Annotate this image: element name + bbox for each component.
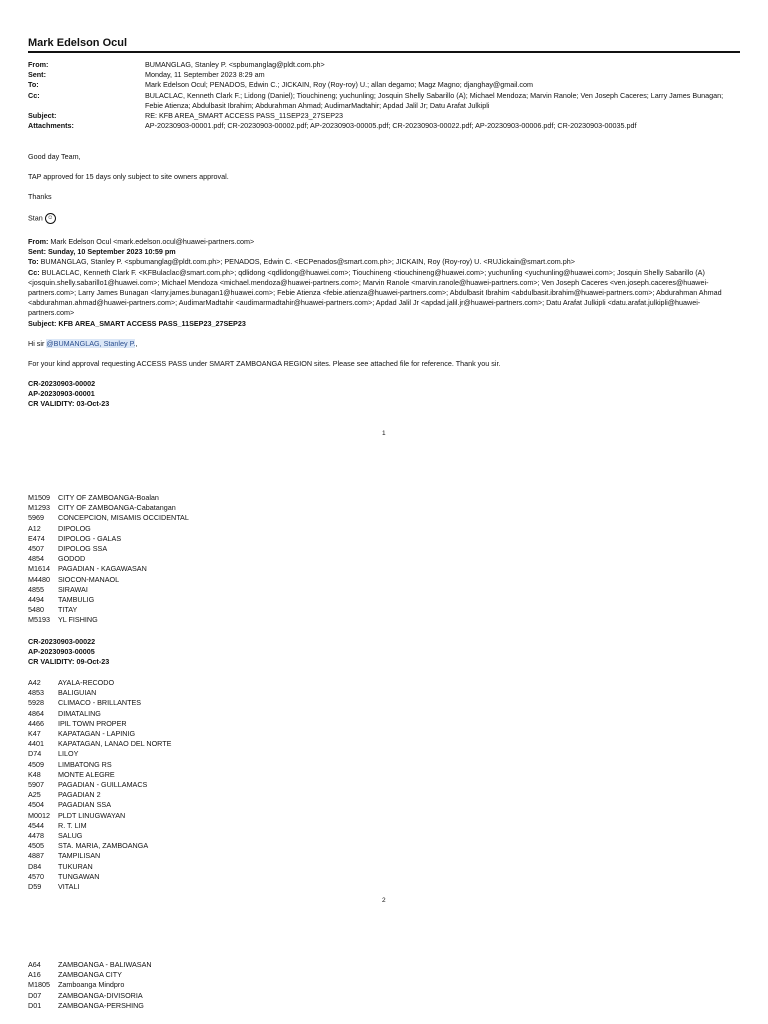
cr-number: CR-20230903-00022 — [28, 637, 96, 646]
site-code: A16 — [28, 970, 41, 980]
site-row — [28, 709, 740, 719]
site-code: A12 — [28, 523, 41, 533]
site-code: 4854 — [28, 554, 44, 564]
site-row — [28, 575, 740, 585]
site-row — [28, 800, 740, 810]
site-row — [28, 970, 740, 980]
site-row — [28, 595, 740, 605]
quoted-value: BUMANGLAG, Stanley P. <spbumanglag@pldt.com.ph>; PENADOS, Edwin C. <ECPenados@smart.com.ph>; JICKAIN, Roy (Roy-roy) U. <RUJickain@smart.com.ph> — [38, 257, 575, 267]
reply-greeting: Good day Team, — [28, 152, 81, 161]
header-label: Cc: — [28, 90, 40, 100]
site-row — [28, 615, 740, 625]
site-row — [28, 749, 740, 759]
header-row-from — [28, 60, 740, 70]
site-code: K48 — [28, 769, 41, 779]
title-rule — [28, 51, 740, 53]
site-code: M1293 — [28, 503, 50, 513]
site-code: D07 — [28, 990, 42, 1000]
site-name: CONCEPCION, MISAMIS OCCIDENTAL — [58, 513, 189, 523]
site-code: 4509 — [28, 759, 44, 769]
site-row — [28, 544, 740, 554]
site-name: GODOD — [58, 554, 86, 564]
site-code: 4466 — [28, 718, 44, 728]
site-name: DIPOLOG - GALAS — [58, 533, 122, 543]
site-name: STA. MARIA, ZAMBOANGA — [58, 841, 149, 851]
site-row — [28, 564, 740, 574]
site-name: SIRAWAI — [58, 584, 88, 594]
header-row-sent — [28, 70, 740, 80]
site-name: DIPOLOG — [58, 523, 91, 533]
header-label: Subject: — [28, 111, 57, 121]
site-code: 4855 — [28, 584, 44, 594]
site-name: DIMATALING — [58, 708, 101, 718]
header-row-to — [28, 80, 740, 90]
group1-ids — [28, 379, 740, 410]
email-header — [28, 60, 740, 131]
header-label: To: — [28, 80, 39, 90]
site-row — [28, 770, 740, 780]
site-code: A25 — [28, 790, 41, 800]
site-name: PAGADIAN 2 — [58, 790, 101, 800]
site-code: M4480 — [28, 574, 50, 584]
site-row — [28, 821, 740, 831]
site-code: 4853 — [28, 688, 44, 698]
site-row — [28, 991, 740, 1001]
site-code: D74 — [28, 749, 42, 759]
site-name: Zamboanga Mindpro — [58, 980, 125, 990]
site-row — [28, 524, 740, 534]
site-code: 4570 — [28, 871, 44, 881]
site-row — [28, 1001, 740, 1011]
site-row — [28, 729, 740, 739]
site-code: M0012 — [28, 810, 50, 820]
site-name: PLDT LINUGWAYAN — [58, 810, 126, 820]
site-name: ZAMBOANGA-PERSHING — [58, 1000, 144, 1010]
header-value: Mark Edelson Ocul; PENADOS, Edwin C.; JICKAIN, Roy (Roy-roy) U.; allan degamo; Magz Magno; djanghay@gmail.com — [145, 80, 533, 90]
site-row — [28, 760, 740, 770]
quoted-value: BULACLAC, Kenneth Clark F. <KFBulaclac@smart.com.ph>; qdlidong <qdlidong@huawei.com>; Tiouchineng <tiouchineng@huawei.com>; yuchunling <yuchunling@huawei.com>; Josquin Shelly Sabarillo (A) <josquin.shelly.sabarillo1@huawei.com>; Michael Mendoza <michael.mendoza@huawei-partners.com>; Marvin Ranole <marvin.ranole@huawei-partners.com>; Ven Joseph Caceres <ven.joseph.caceres@huawei-partners.com>; Larry James Bunagan <larry.james.bunagan1@huawei.com>; Febie Atienza <febie.atienza@huawei-partners.com>; Abdulbasit Ibrahim <abdulbasit.ibrahim@huawei-partners.com>; Abdurahman Ahmad <abdurahman.ahmad@huawei-partners.com>; AudimarMadtahir <audimarmadtahir@huawei-partners.com>; Apdad Jalil Jr <apdad.jalil.jr@huawei-partners.com>; Datu Arafat Julkipli <datu.arafat.julkipli@huawei-partners.com> — [28, 267, 722, 318]
site-row — [28, 585, 740, 595]
site-row — [28, 688, 740, 698]
site-name: KAPATAGAN - LAPINIG — [58, 729, 136, 739]
site-row — [28, 605, 740, 615]
quoted-value: Sunday, 10 September 2023 10:59 pm — [45, 247, 176, 257]
site-row — [28, 862, 740, 872]
reply-body — [28, 152, 740, 224]
ap-number: AP-20230903-00001 — [28, 389, 95, 399]
site-code: D01 — [28, 1000, 42, 1010]
quoted-label: Cc: — [28, 267, 40, 277]
site-row — [28, 739, 740, 749]
site-code: 4544 — [28, 820, 44, 830]
site-name: CITY OF ZAMBOANGA-Boalan — [58, 493, 159, 502]
site-name: TITAY — [58, 605, 78, 615]
site-code: 5907 — [28, 780, 44, 790]
site-name: BALIGUIAN — [58, 688, 97, 698]
site-name: PAGADIAN - KAGAWASAN — [58, 564, 147, 574]
site-name: TUKURAN — [58, 861, 93, 871]
site-name: CLIMACO - BRILLANTES — [58, 698, 142, 708]
reply-thanks: Thanks — [28, 192, 52, 202]
group2-ids — [28, 637, 740, 668]
site-name: YL FISHING — [58, 615, 98, 625]
site-row — [28, 678, 740, 688]
site-row — [28, 811, 740, 821]
page-number: 1 — [382, 430, 386, 437]
site-name: ZAMBOANGA-DIVISORIA — [58, 990, 143, 1000]
cr-validity: CR VALIDITY: 09-Oct-23 — [28, 657, 110, 667]
header-row-attachments — [28, 121, 740, 131]
header-value: Monday, 11 September 2023 8:29 am — [145, 70, 265, 80]
site-name: AYALA-RECODO — [58, 678, 115, 687]
site-code: A64 — [28, 960, 41, 969]
site-code: 5480 — [28, 605, 44, 615]
site-row — [28, 698, 740, 708]
site-name: TAMPILISAN — [58, 851, 101, 861]
header-value: RE: KFB AREA_SMART ACCESS PASS_11SEP23_27SEP23 — [145, 111, 344, 121]
site-row — [28, 790, 740, 800]
site-code: 4505 — [28, 841, 44, 851]
smiley-icon: ☺ — [45, 213, 56, 224]
site-code: 4864 — [28, 708, 44, 718]
site-row — [28, 841, 740, 851]
site-name: R. T. LIM — [58, 820, 87, 830]
site-row — [28, 960, 740, 970]
site-code: M5193 — [28, 615, 50, 625]
site-code: 4507 — [28, 544, 44, 554]
quoted-value: Mark Edelson Ocul <mark.edelson.ocul@huawei-partners.com> — [48, 237, 255, 246]
site-code: 4478 — [28, 831, 44, 841]
site-row — [28, 882, 740, 892]
cr-number: CR-20230903-00002 — [28, 379, 96, 388]
header-label: Sent: — [28, 70, 46, 80]
reply-text: TAP approved for 15 days only subject to site owners approval. — [28, 172, 229, 182]
header-value: BUMANGLAG, Stanley P. <spbumanglag@pldt.com.ph> — [145, 60, 325, 69]
site-row — [28, 872, 740, 882]
header-row-cc — [28, 91, 740, 111]
site-name: LILOY — [58, 749, 79, 759]
site-name: PAGADIAN - GUILLAMACS — [58, 780, 148, 790]
site-row — [28, 554, 740, 564]
document-title: Mark Edelson Ocul — [28, 37, 128, 49]
site-code: A42 — [28, 678, 41, 687]
site-row — [28, 831, 740, 841]
site-code: M1614 — [28, 564, 50, 574]
site-row — [28, 534, 740, 544]
mention-link[interactable]: @BUMANGLAG, Stanley P. — [46, 339, 136, 348]
site-name: TUNGAWAN — [58, 871, 100, 881]
site-name: PAGADIAN SSA — [58, 800, 111, 810]
site-code: 5928 — [28, 698, 44, 708]
site-name: DIPOLOG SSA — [58, 544, 108, 554]
site-name: ZAMBOANGA CITY — [58, 970, 122, 980]
quoted-value: KFB AREA_SMART ACCESS PASS_11SEP23_27SEP23 — [56, 318, 246, 328]
header-row-subject — [28, 111, 740, 121]
site-code: E474 — [28, 533, 45, 543]
site-list-2 — [28, 678, 740, 892]
quoted-label: Subject: — [28, 318, 57, 328]
site-row — [28, 503, 740, 513]
site-code: 4401 — [28, 739, 44, 749]
site-code: M1805 — [28, 980, 50, 990]
cr-validity: CR VALIDITY: 03-Oct-23 — [28, 399, 110, 409]
greeting-text: Hi sir — [28, 339, 47, 348]
reply-signature: Stan — [28, 213, 43, 223]
site-name: KAPATAGAN, LANAO DEL NORTE — [58, 739, 172, 749]
site-row — [28, 851, 740, 861]
header-label: Attachments: — [28, 121, 74, 131]
header-value: BULACLAC, Kenneth Clark F.; Lidong (Daniel); Tiouchineng; yuchunling; Josquin Shelly Sabarillo (A); Michael Mendoza; Marvin Ranole; Ven Joseph Caceres; Larry James Bunagan; Febie Atienza; Abdulbasit Ibrahim; Abdurahman Ahmad; AudimarMadtahir; Apdad Jalil Jr; Datu Arafat Julkipli — [145, 90, 724, 110]
site-name: SIOCON-MANAOL — [58, 574, 120, 584]
site-name: SALUG — [58, 831, 83, 841]
site-name: ZAMBOANGA - BALIWASAN — [58, 960, 152, 969]
site-name: VITALI — [58, 882, 80, 892]
quoted-label: Sent: — [28, 247, 46, 257]
quoted-label: To: — [28, 257, 39, 267]
site-row — [28, 980, 740, 990]
site-code: M1509 — [28, 493, 50, 502]
quoted-body — [28, 339, 740, 369]
site-row — [28, 493, 740, 503]
site-code: K47 — [28, 729, 41, 739]
site-row — [28, 513, 740, 523]
site-name: IPIL TOWN PROPER — [58, 718, 127, 728]
site-row — [28, 780, 740, 790]
site-name: CITY OF ZAMBOANGA-Cabatangan — [58, 503, 176, 513]
page-number: 2 — [382, 897, 386, 904]
request-text: For your kind approval requesting ACCESS PASS under SMART ZAMBOANGA REGION sites. Please see attached file for reference. Thank you sir. — [28, 359, 501, 369]
site-name: LIMBATONG RS — [58, 759, 112, 769]
site-code: 5969 — [28, 513, 44, 523]
quoted-label: From: — [28, 237, 49, 246]
site-code: D84 — [28, 861, 42, 871]
site-list-3 — [28, 960, 740, 1011]
site-code: 4504 — [28, 800, 44, 810]
greeting-end: , — [135, 339, 138, 348]
site-name: TAMBULIG — [58, 595, 95, 605]
site-code: D59 — [28, 882, 42, 892]
site-row — [28, 719, 740, 729]
site-code: 4494 — [28, 595, 44, 605]
site-name: MONTE ALEGRE — [58, 769, 115, 779]
site-code: 4887 — [28, 851, 44, 861]
quoted-header — [28, 237, 740, 329]
site-list-1 — [28, 493, 740, 626]
ap-number: AP-20230903-00005 — [28, 647, 95, 657]
header-label: From: — [28, 60, 49, 69]
header-value: AP-20230903-00001.pdf; CR-20230903-00002.pdf; AP-20230903-00005.pdf; CR-20230903-00022.pdf; AP-20230903-00006.pdf; CR-20230903-00035.pdf — [145, 121, 637, 131]
